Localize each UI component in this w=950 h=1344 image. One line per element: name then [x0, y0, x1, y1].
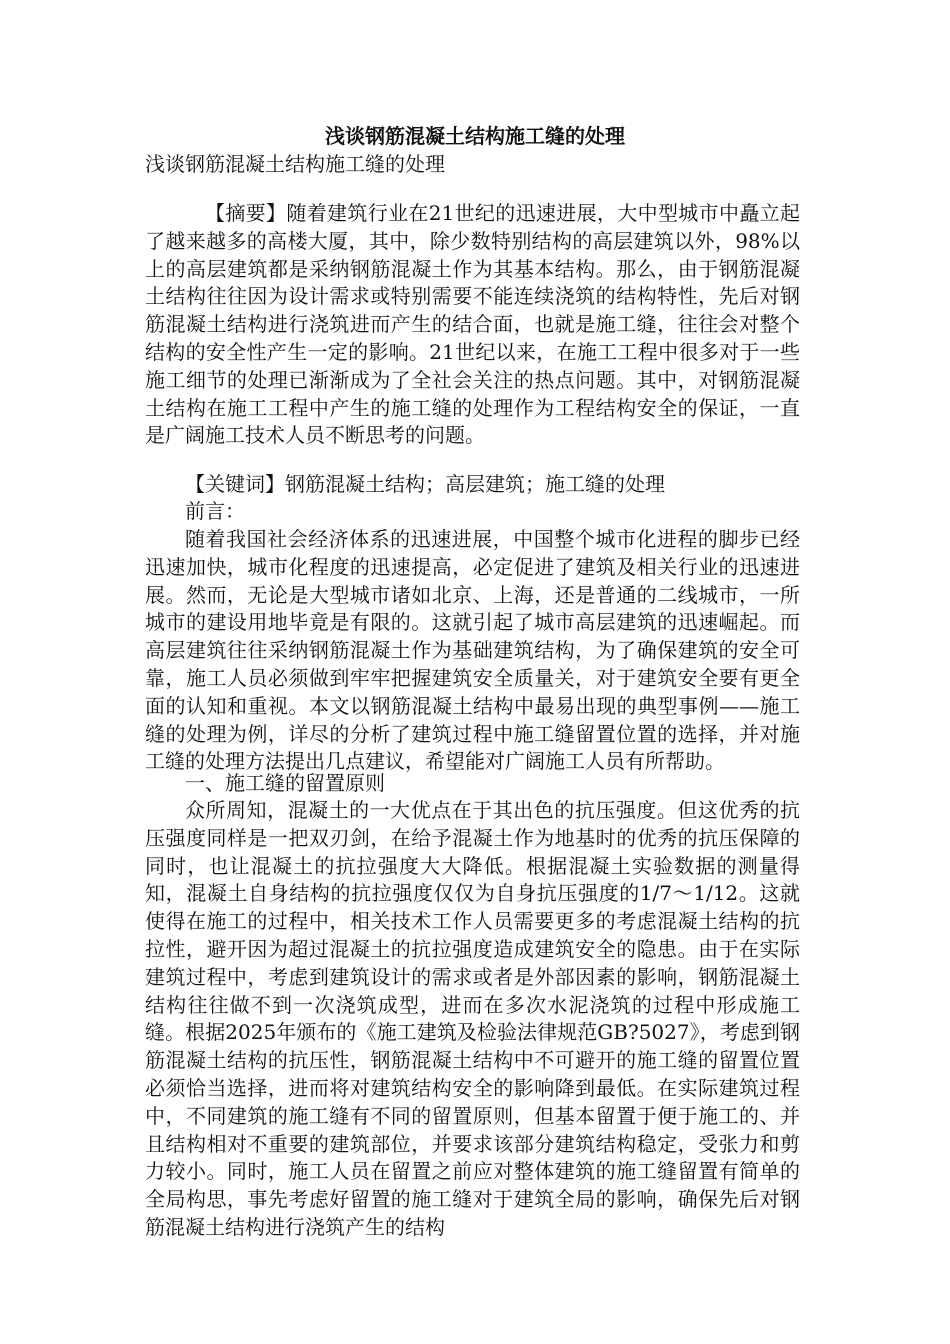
section-heading: 一、施工缝的留置原则	[185, 771, 385, 795]
preface-label: 前言：	[185, 499, 245, 523]
abstract-paragraph: 【摘要】随着建筑行业在21世纪的迅速进展，大中型城市中矗立起了越来越多的高楼大厦，其中，除少数特别结构的高层建筑以外，98%以上的高层建筑都是采纳钢筋混凝土作为其基本结构。那么，由于钢筋混凝土结构往往因为设计需求或特别需要不能连续浇筑的结构特性，先后对钢筋混凝土结构进行浇筑进而产生的结合面，也就是施工缝，往往会对整个结构的安全性产生一定的影响。21世纪以来，在施工工程中很多对于一些施工细节的处理已渐渐成为了全社会关注的热点问题。其中，对钢筋混凝土结构在施工工程中产生的施工缝的处理作为工程结构安全的保证，一直是广阔施工技术人员不断思考的问题。	[145, 201, 800, 448]
keywords-paragraph: 【关键词】钢筋混凝土结构；高层建筑；施工缝的处理	[185, 472, 665, 496]
section-paragraph: 众所周知，混凝土的一大优点在于其出色的抗压强度。但这优秀的抗压强度同样是一把双刃剑，在给予混凝土作为地基时的优秀的抗压保障的同时，也让混凝土的抗拉强度大大降低。根据混凝土实验数据的测量得知，混凝土自身结构的抗拉强度仅仅为自身抗压强度的1/7～1/12。这就使得在施工的过程中，相关技术工作人员需要更多的考虑混凝土结构的抗拉性，避开因为超过混凝土的抗拉强度造成建筑安全的隐患。由于在实际建筑过程中，考虑到建筑设计的需求或者是外部因素的影响，钢筋混凝土结构往往做不到一次浇筑成型，进而在多次水泥浇筑的过程中形成施工缝。根据2025年颁布的《施工建筑及检验法律规范GB?5027》，考虑到钢筋混凝土结构的抗压性，钢筋混凝土结构中不可避开的施工缝的留置位置必须恰当选择，进而将对建筑结构安全的影响降到最低。在实际建筑过程中，不同建筑的施工缝有不同的留置原则，但基本留置于便于施工的、并且结构相对不重要的建筑部位，并要求该部分建筑结构稳定，受张力和剪力较小。同时，施工人员在留置之前应对整体建筑的施工缝留置有简单的全局构思，事先考虑好留置的施工缝对于建筑全局的影响，确保先后对钢筋混凝土结构进行浇筑产生的结构	[145, 798, 800, 1239]
intro-paragraph: 随着我国社会经济体系的迅速进展，中国整个城市化进程的脚步已经迅速加快，城市化程度的迅速提高，必定促进了建筑及相关行业的迅速进展。然而，无论是大型城市诸如北京、上海，还是普通的二线城市，一所城市的建设用地毕竟是有限的。这就引起了城市高层建筑的迅速崛起。而高层建筑往往采纳钢筋混凝土作为基础建筑结构，为了确保建筑的安全可靠，施工人员必须做到牢牢把握建筑安全质量关，对于建筑安全要有更全面的认知和重视。本文以钢筋混凝土结构中最易出现的典型事例——施工缝的处理为例，详尽的分析了建筑过程中施工缝留置位置的选择，并对施工缝的处理方法提出几点建议，希望能对广阔施工人员有所帮助。	[145, 527, 800, 774]
document-title: 浅谈钢筋混凝土结构施工缝的处理	[325, 124, 625, 148]
document-subtitle: 浅谈钢筋混凝土结构施工缝的处理	[145, 152, 445, 176]
